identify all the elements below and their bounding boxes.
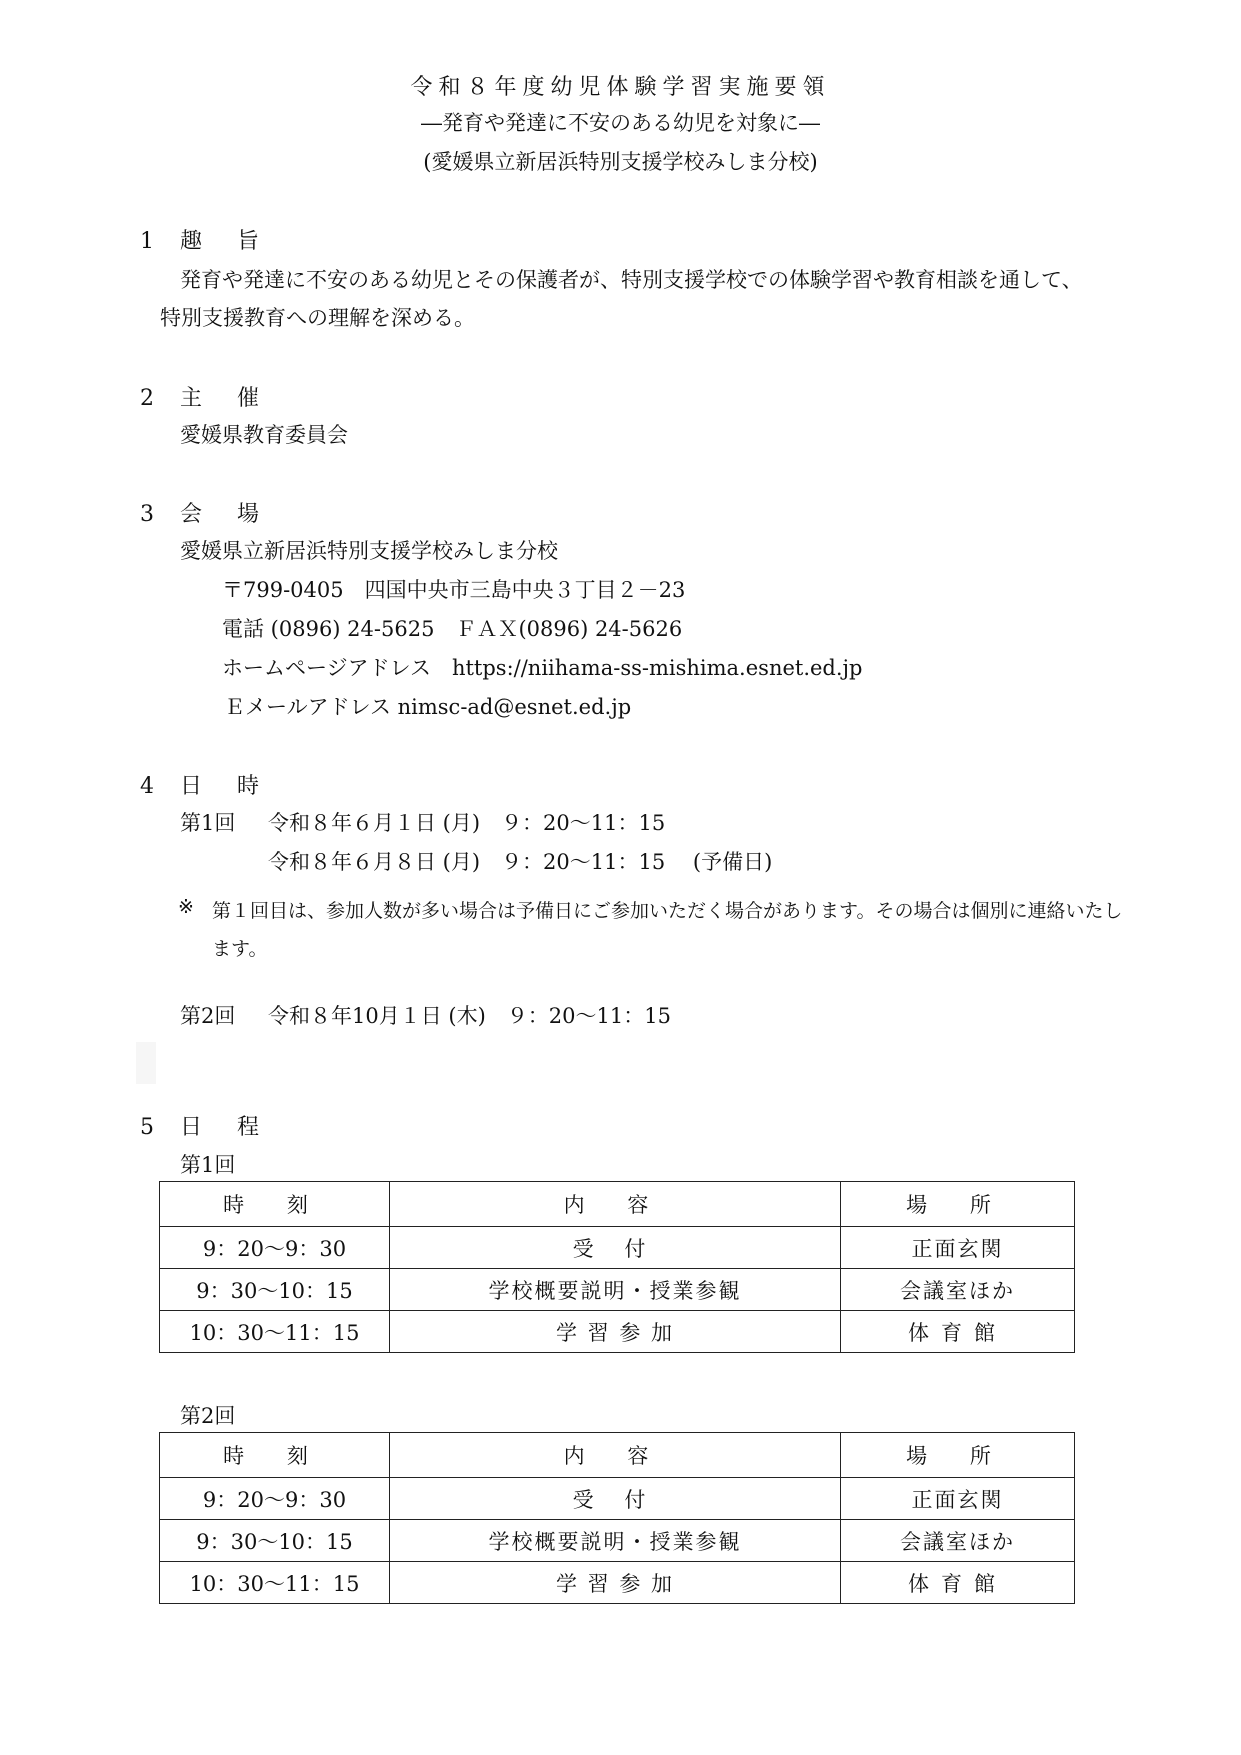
section-2-heading [140, 381, 273, 412]
cell-time: 9：30～10：15 [160, 1269, 390, 1311]
section-4-heading [140, 769, 273, 800]
table-header-row [160, 1182, 1075, 1227]
venue-email: Ｅメールアドレス nimsc-ad@esnet.ed.jp [224, 695, 632, 719]
note-mark: ※ [178, 896, 194, 918]
session-1-date: 令和８年６月１日 (月) ９：20～11：15 [268, 811, 666, 835]
section-4-title: 日 時 [180, 774, 273, 799]
section-3-number: 3 [140, 502, 154, 527]
table-row [160, 1311, 1075, 1353]
cell-place: 会議室ほか [841, 1520, 1075, 1562]
table-header-row [160, 1433, 1075, 1478]
cell-place: 正面玄関 [841, 1478, 1075, 1520]
section-2-number: 2 [140, 386, 154, 411]
cell-time: 10：30～11：15 [160, 1562, 390, 1604]
document-title: 令和８年度幼児体験学習実施要領 [410, 75, 831, 100]
table-row [160, 1520, 1075, 1562]
section-3-heading [140, 497, 273, 528]
cell-place: 体育館 [841, 1562, 1075, 1604]
table-row [160, 1227, 1075, 1269]
schedule-2-label: 第2回 [180, 1404, 236, 1428]
cell-place: 体育館 [841, 1311, 1075, 1353]
header-content: 内 容 [390, 1433, 841, 1478]
cell-place: 正面玄関 [841, 1227, 1075, 1269]
table-row [160, 1562, 1075, 1604]
schedule-table-1 [159, 1181, 1075, 1353]
cell-content: 学校概要説明・授業参観 [390, 1520, 841, 1562]
section-1-heading [140, 224, 273, 255]
session-1-label: 第1回 [180, 811, 236, 835]
section-5-title: 日 程 [180, 1115, 273, 1140]
cell-content: 学校概要説明・授業参観 [390, 1269, 841, 1311]
header-place: 場 所 [841, 1182, 1075, 1227]
cell-place: 会議室ほか [841, 1269, 1075, 1311]
note-line1: 第１回目は、参加人数が多い場合は予備日にご参加いただく場合があります。その場合は個別に連絡いたし [212, 900, 1123, 922]
cell-content: 受 付 [390, 1227, 841, 1269]
venue-phone-fax: 電話 (0896) 24-5625 ＦＡＸ(0896) 24-5626 [222, 617, 683, 641]
header-time: 時 刻 [160, 1182, 390, 1227]
cell-content: 学 習 参 加 [390, 1311, 841, 1353]
cell-time: 9：20～9：30 [160, 1478, 390, 1520]
section-2-body: 愛媛県教育委員会 [180, 423, 348, 447]
section-1-number: 1 [140, 229, 154, 254]
document-subtitle: ―発育や発達に不安のある幼児を対象に― [421, 111, 820, 135]
header-time: 時 刻 [160, 1433, 390, 1478]
session-1-spare-date: 令和８年６月８日 (月) ９：20～11：15 (予備日) [268, 850, 773, 874]
header-place: 場 所 [841, 1433, 1075, 1478]
faint-mark [136, 1042, 156, 1084]
section-2-title: 主 催 [180, 386, 273, 411]
venue-homepage: ホームページアドレス https://niihama-ss-mishima.esnet.ed.jp [222, 656, 863, 680]
cell-content: 受 付 [390, 1478, 841, 1520]
session-2-label: 第2回 [180, 1004, 236, 1028]
schedule-1-label: 第1回 [180, 1153, 236, 1177]
cell-content: 学 習 参 加 [390, 1562, 841, 1604]
cell-time: 9：20～9：30 [160, 1227, 390, 1269]
school-name-parenthetical: (愛媛県立新居浜特別支援学校みしま分校) [423, 150, 818, 174]
venue-address: 〒799-0405 四国中央市三島中央３丁目２－23 [222, 578, 686, 602]
cell-time: 9：30～10：15 [160, 1520, 390, 1562]
section-1-title: 趣 旨 [180, 229, 273, 254]
section-5-heading [140, 1110, 273, 1141]
section-1-body-line2: 特別支援教育への理解を深める。 [160, 306, 475, 330]
section-5-number: 5 [140, 1115, 154, 1140]
section-3-title: 会 場 [180, 502, 273, 527]
table-row [160, 1269, 1075, 1311]
section-4-number: 4 [140, 774, 154, 799]
cell-time: 10：30～11：15 [160, 1311, 390, 1353]
schedule-table-2 [159, 1432, 1075, 1604]
header-content: 内 容 [390, 1182, 841, 1227]
table-row [160, 1478, 1075, 1520]
note-line2: ます。 [212, 938, 268, 960]
section-1-body-line1: 発育や発達に不安のある幼児とその保護者が、特別支援学校での体験学習や教育相談を通して、 [180, 268, 1083, 292]
venue-name: 愛媛県立新居浜特別支援学校みしま分校 [180, 539, 558, 563]
session-2-date: 令和８年10月１日 (木) ９：20～11：15 [268, 1004, 671, 1028]
